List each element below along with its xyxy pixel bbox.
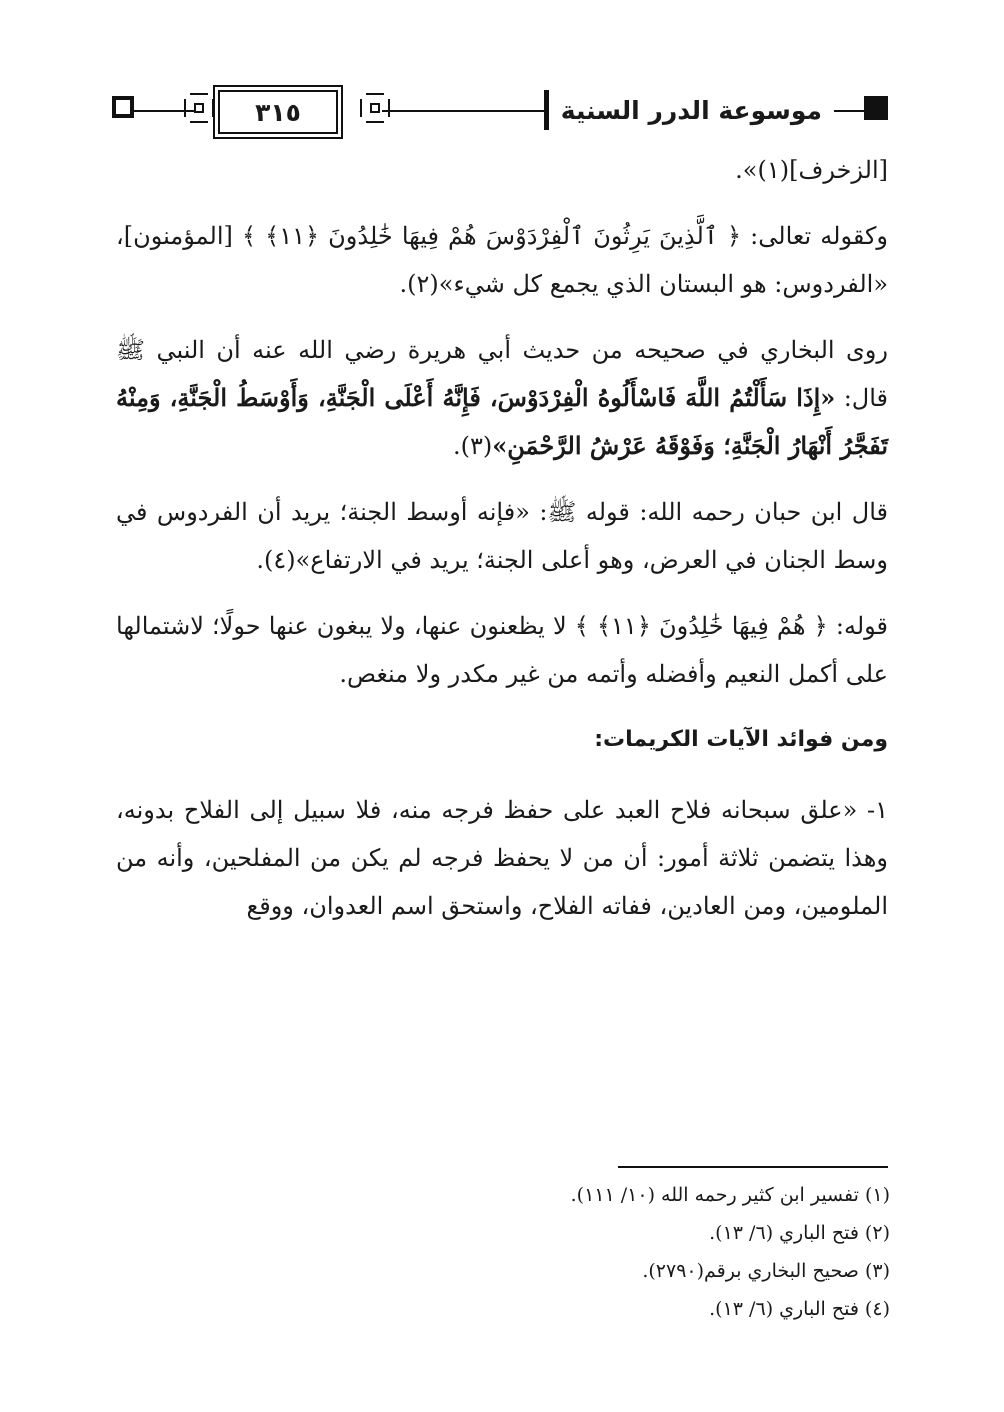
header-rule-right [830,110,864,112]
paragraph-hadith [116,326,888,470]
page-number: ٣١٥ [218,90,338,134]
footnote-ref-3: (٣). [453,432,493,460]
header-square-solid [864,96,888,120]
footnote-4: (٤) فتح الباري (٦/ ١٣). [709,1298,890,1320]
paragraph-continuation: [الزخرف](١)». [735,156,888,184]
list-item-1: ١- «علق سبحانه فلاح العبد على حفظ فرجه منه، فلا سبيل إلى الفلاح بدونه، وهذا يتضمن ثلاثة أمور: أن من لا يحفظ فرجه لم يكن من المفلحين، وأنه من الملومين، ومن العادين، ففاته الفلاح، واستحق اسم العدوان، ووقع [116,796,888,920]
section-heading: ومن فوائد الآيات الكريمات: [594,727,888,752]
footnote-2: (٢) فتح الباري (٦/ ١٣). [709,1222,890,1244]
ornament-knot-right [360,93,390,123]
hadith-intro: روى البخاري في صحيحه من حديث أبي هريرة رضي الله عنه أن النبي ﷺ قال: [116,336,889,412]
paragraph-khalidun: قوله: ﴿ هُمْ فِيهَا خَٰلِدُونَ ﴿١١﴾ ﴾ لا يظعنون عنها، ولا يبغون عنها حولًا؛ لاشتمالها على أكمل النعيم وأفضله وأتمه من غير مكدر ولا منغص. [116,612,889,688]
page-header [112,88,888,134]
page-number-frame [180,88,394,132]
footnote-separator [618,1166,888,1168]
hadith-text: «إِذَا سَأَلْتُمُ اللَّهَ فَاسْأَلُوهُ الْفِرْدَوْسَ، فَإِنَّهُ أَعْلَى الْجَنَّةِ، وَأَوْسَطُ الْجَنَّةِ، وَمِنْهُ تَفَجَّرُ أَنْهَارُ الْجَنَّةِ؛ وَفَوْقَهُ عَرْشُ الرَّحْمَنِ» [116,383,888,460]
paragraph-ibn-hibban: قال ابن حبان رحمه الله: قوله ﷺ: «فإنه أوسط الجنة؛ يريد أن الفردوس في وسط الجنان في العرض، وهو أعلى الجنة؛ يريد في الارتفاع»(٤). [116,498,888,574]
paragraph-firdaws-verse: وكقوله تعالى: ﴿ ٱلَّذِينَ يَرِثُونَ ٱلْفِرْدَوْسَ هُمْ فِيهَا خَٰلِدُونَ ﴿١١﴾ ﴾ [المؤمنون]، «الفردوس: هو البستان الذي يجمع كل شيء»(٢). [116,222,889,298]
ornament-knot-left [184,93,214,123]
page-body [116,146,888,948]
book-title: موسوعة الدرر السنية [544,90,834,130]
footnote-1: (١) تفسير ابن كثير رحمه الله (١٠/ ١١١). [570,1184,890,1206]
footnote-3: (٣) صحيح البخاري برقم(٢٧٩٠). [642,1260,890,1282]
footnotes [440,1176,890,1328]
header-square-outline [112,96,134,118]
